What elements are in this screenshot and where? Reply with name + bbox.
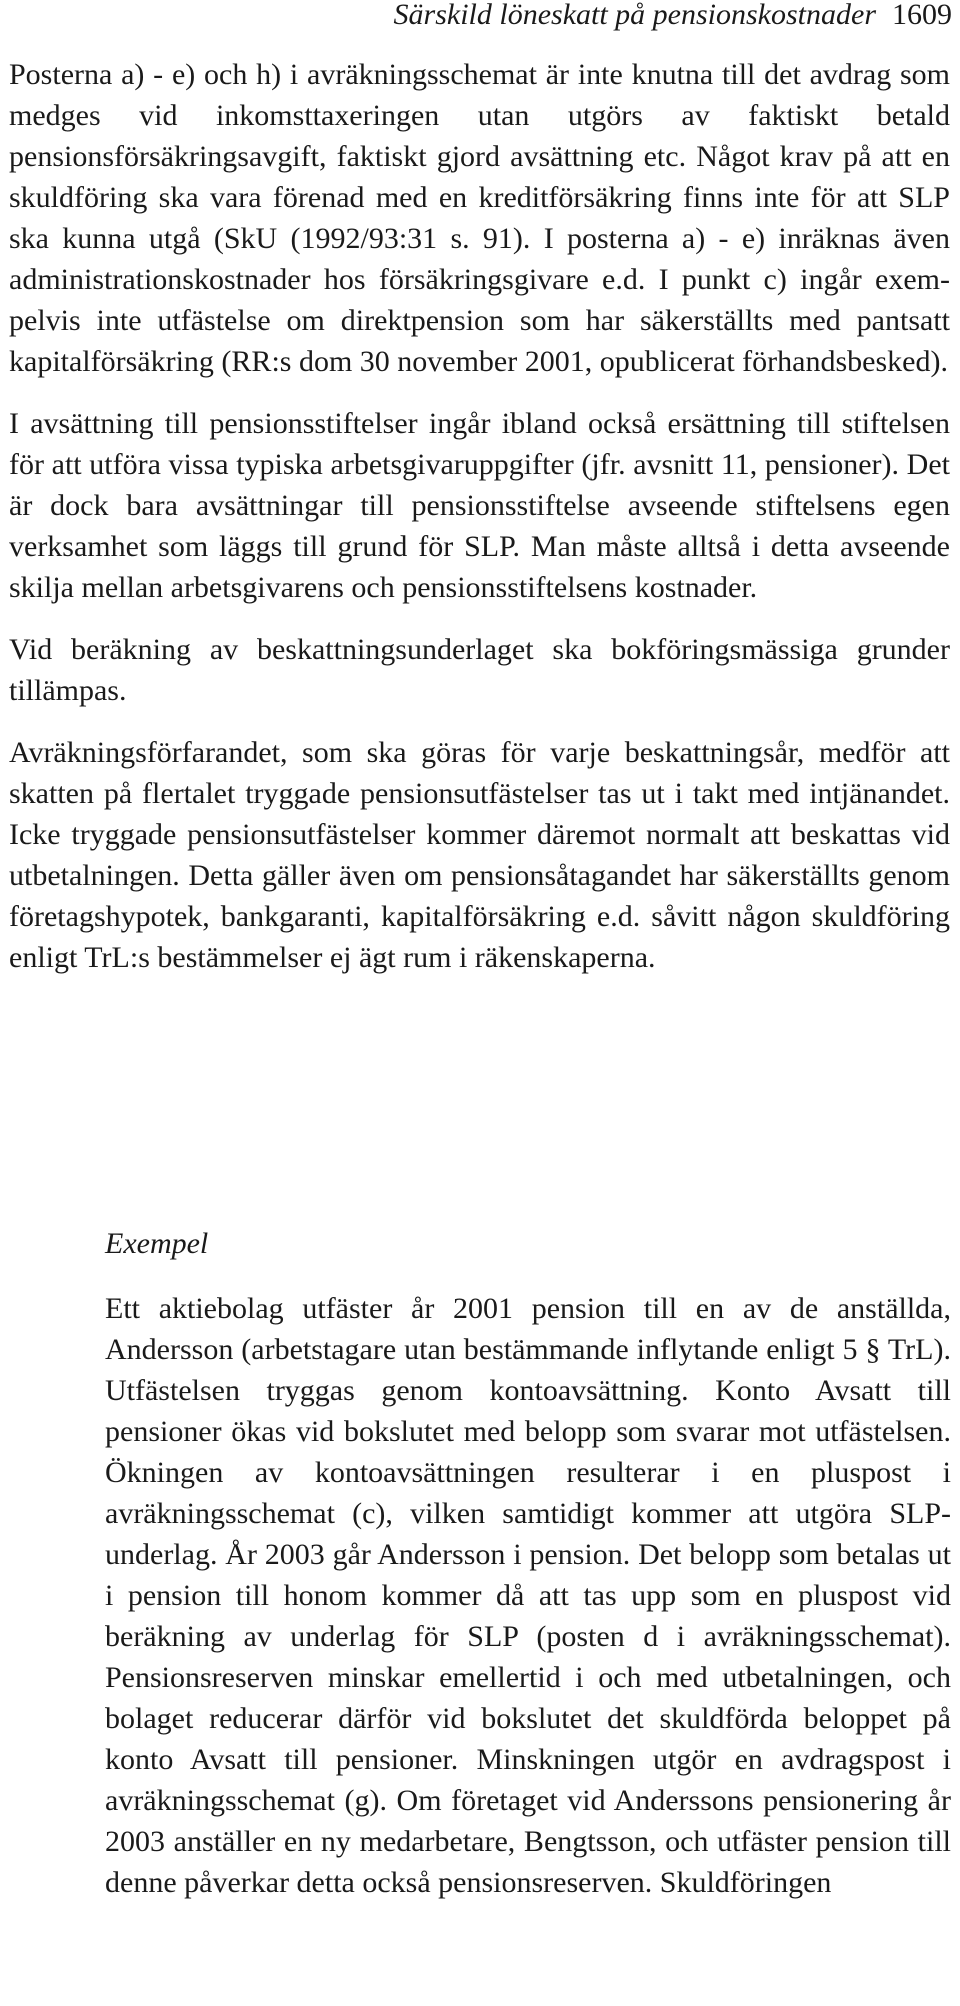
example-block bbox=[105, 1223, 951, 1903]
example-heading: Exempel bbox=[105, 1227, 209, 1260]
body-paragraph: Posterna a) - e) och h) i avräkningsschemat är inte knutna till det avdrag som medges vid inkomsttaxeringen utan utgörs av faktiskt betald pensionsförsäkringsavgift, faktiskt gjord avsättning etc. Något krav på att en skuldföring ska vara förenad med en kreditförsäkring finns inte för att SLP ska kunna utgå (SkU (1992/93:31 s. 91). I posterna a) - e) inräknas även administrationskostnader hos försäkringsgivare e.d. I punkt c) ingår exempelvis inte utfästelse om direktpension som har säkerställts med pantsatt kapitalförsäkring (RR:s dom 30 november 2001, opublicerat förhandsbesked). bbox=[9, 58, 950, 378]
page-number: 1609 bbox=[892, 0, 952, 31]
running-title: Särskild löneskatt på pensionskostnader bbox=[393, 0, 876, 31]
running-header bbox=[394, 0, 952, 30]
body-paragraph: Vid beräkning av beskattningsunderlaget ska bokföringsmässiga grunder tillämpas. bbox=[9, 633, 950, 707]
example-text: Ett aktiebolag utfäster år 2001 pension till en av de anställda, Andersson (arbetstagare utan bestämmande inflytande enligt 5 § TrL). Utfästelsen tryggas genom kontoavsättning. Konto Avsatt till pensioner ökas vid bokslutet med belopp som svarar mot utfästelsen. Ökningen av kontoavsättningen resulterar i en pluspost i avräkningsschemat (c), vilken samtidigt kommer att utgöra SLP-underlag. År 2003 går Andersson i pension. Det belopp som betalas ut i pension till honom kommer då att tas upp som en pluspost vid beräkning av underlag för SLP (posten d i avräkningsschemat). Pensionsreserven minskar emellertid i och med utbetalningen, och bolaget reducerar därför vid bokslutet det skuldförda beloppet på konto Avsatt till pensioner. Minskningen utgör en avdragspost i avräkningsschemat (g). Om företaget vid Anderssons pensionering år 2003 anställer en ny medarbetare, Bengtsson, och utfäster pension till denne påverkar detta också pensionsreserven. Skuldföringen bbox=[105, 1292, 951, 1899]
body-text bbox=[9, 54, 950, 999]
body-paragraph: Avräkningsförfarandet, som ska göras för varje beskattningsår, medför att skatten på flertalet tryggade pensionsutfästelser tas ut i takt med intjänandet. Icke tryggade pensionsutfästelser kommer däremot normalt att beskattas vid utbetalningen. Detta gäller även om pensionsåtagandet har säkerställts genom företagshypotek, bankgaranti, kapitalförsäkring e.d. såvitt någon skuldföring enligt TrL:s bestämmelser ej ägt rum i räkenskaperna. bbox=[9, 736, 950, 974]
body-paragraph: I avsättning till pensionsstiftelser ingår ibland också ersättning till stiftelsen för att utföra vissa typiska arbetsgivaruppgifter (jfr. avsnitt 11, pensioner). Det är dock bara avsättningar till pensionsstiftelse avseende stiftelsens egen verksamhet som läggs till grund för SLP. Man måste alltså i detta avseende skilja mellan arbetsgivarens och pensionsstiftelsens kostnader. bbox=[9, 407, 950, 604]
